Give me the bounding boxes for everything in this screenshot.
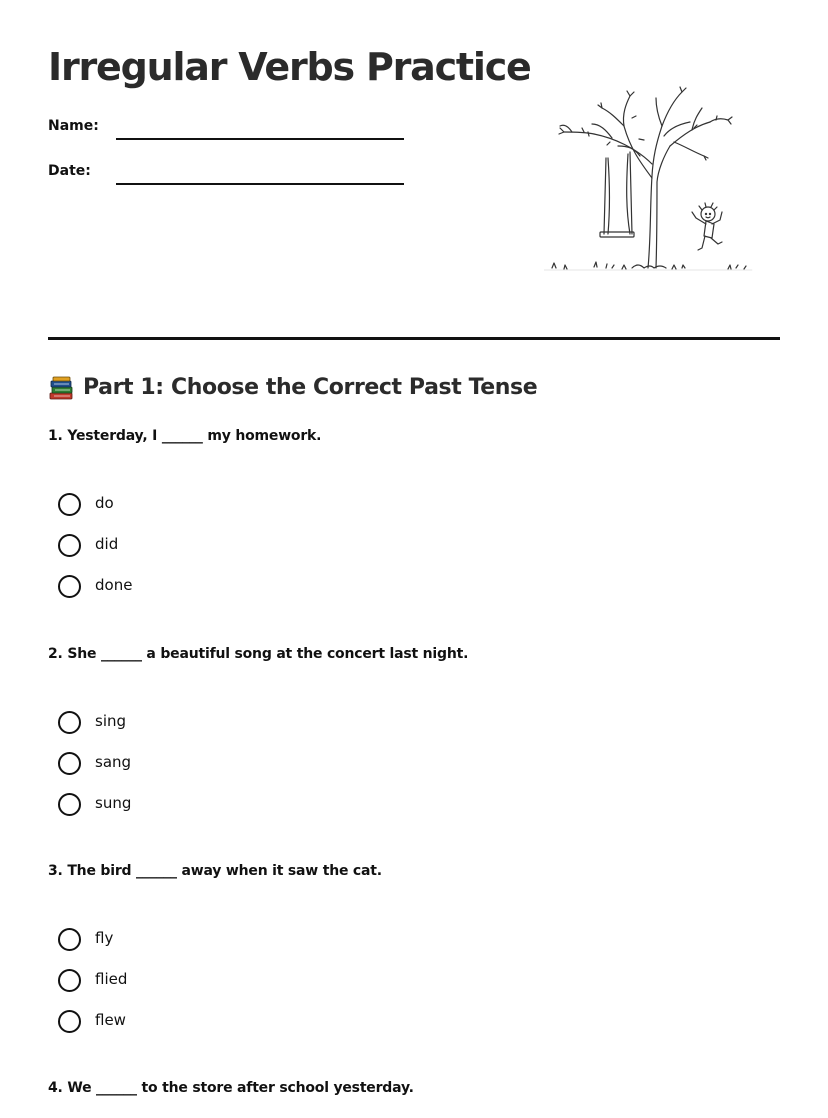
- option-label: sang: [95, 753, 132, 771]
- radio-button[interactable]: [58, 928, 81, 951]
- option-label: done: [95, 576, 133, 594]
- question-2-option-sing[interactable]: [58, 711, 258, 735]
- date-input-line[interactable]: [116, 183, 404, 185]
- option-label: did: [95, 535, 119, 553]
- date-label: Date:: [48, 163, 91, 179]
- name-label: Name:: [48, 118, 99, 134]
- question-4-text: 4. We ______ to the store after school yesterday.: [48, 1080, 414, 1096]
- option-label: sing: [95, 712, 127, 730]
- question-1-option-done[interactable]: [58, 575, 258, 599]
- radio-button[interactable]: [58, 752, 81, 775]
- question-3-option-fly[interactable]: [58, 928, 258, 952]
- radio-button[interactable]: [58, 711, 81, 734]
- question-1-text: 1. Yesterday, I ______ my homework.: [48, 428, 322, 444]
- section-divider: [48, 337, 780, 340]
- name-field: [48, 118, 408, 144]
- question-2-option-sung[interactable]: [58, 793, 258, 817]
- option-label: flied: [95, 970, 128, 988]
- question-2-option-sang[interactable]: [58, 752, 258, 776]
- tree-swing-child-illustration: [544, 86, 754, 276]
- radio-button[interactable]: [58, 793, 81, 816]
- question-3-option-flew[interactable]: [58, 1010, 258, 1034]
- option-label: flew: [95, 1011, 126, 1029]
- question-3-option-flied[interactable]: [58, 969, 258, 993]
- option-label: sung: [95, 794, 132, 812]
- part1-title: Part 1: Choose the Correct Past Tense: [83, 375, 538, 400]
- radio-button[interactable]: [58, 1010, 81, 1033]
- question-3-text: 3. The bird ______ away when it saw the cat.: [48, 863, 382, 879]
- date-field: [48, 163, 408, 189]
- question-1-option-did[interactable]: [58, 534, 258, 558]
- question-2-text: 2. She ______ a beautiful song at the concert last night.: [48, 646, 469, 662]
- radio-button[interactable]: [58, 969, 81, 992]
- option-label: do: [95, 494, 114, 512]
- books-icon: [48, 376, 74, 402]
- worksheet-title: Irregular Verbs Practice: [48, 45, 531, 89]
- radio-button[interactable]: [58, 575, 81, 598]
- radio-button[interactable]: [58, 534, 81, 557]
- radio-button[interactable]: [58, 493, 81, 516]
- question-1-option-do[interactable]: [58, 493, 258, 517]
- option-label: fly: [95, 929, 114, 947]
- name-input-line[interactable]: [116, 138, 404, 140]
